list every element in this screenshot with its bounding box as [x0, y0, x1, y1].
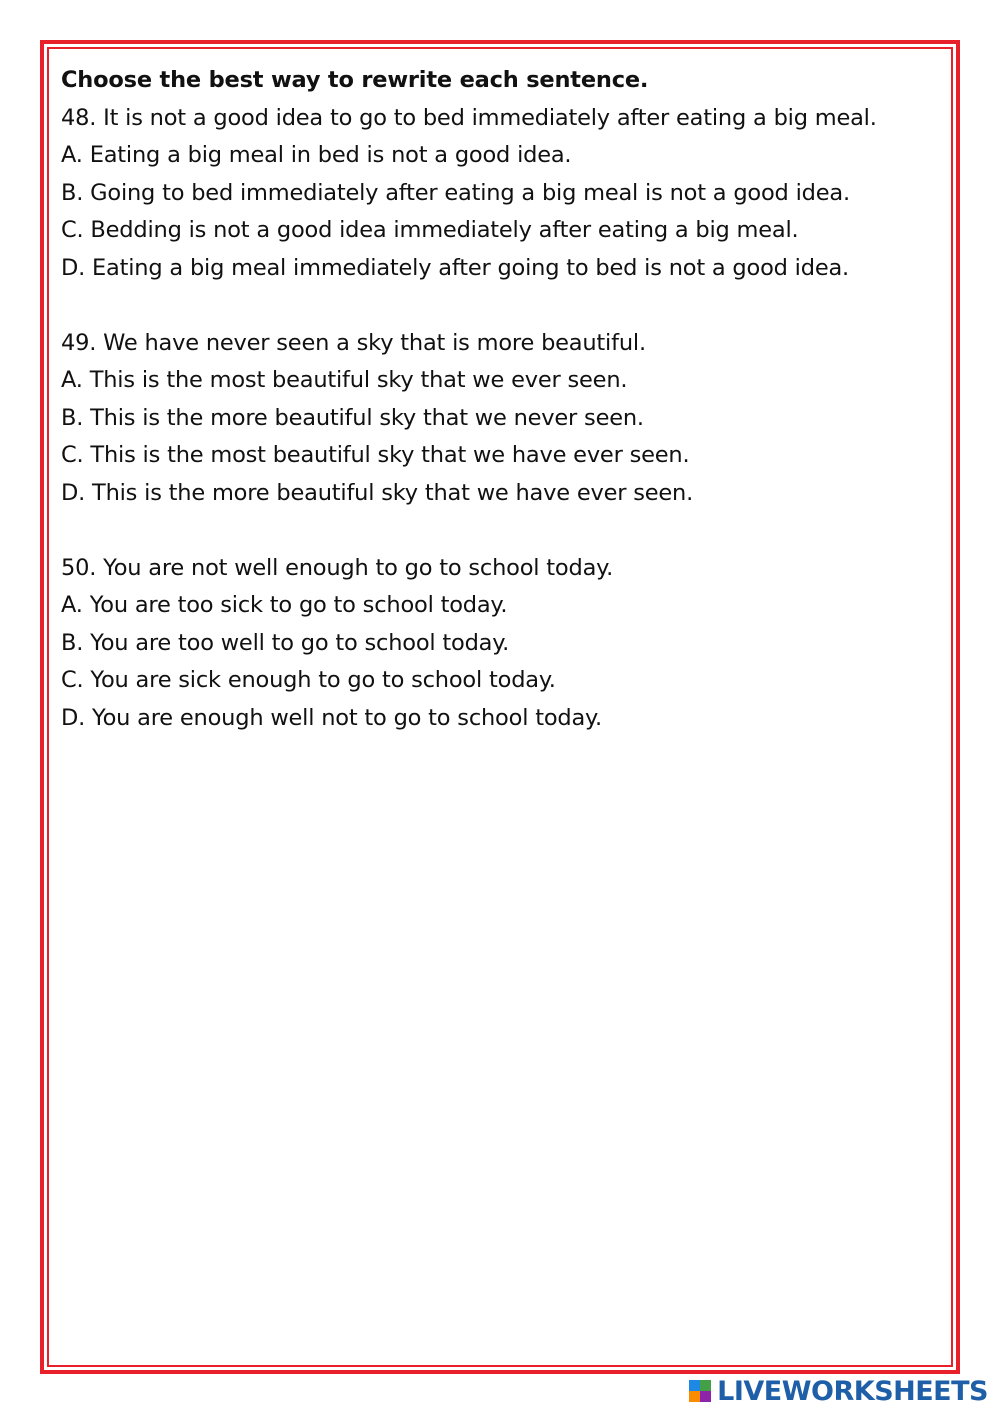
option-a: A. You are too sick to go to school today. — [61, 592, 508, 618]
liveworksheets-logo-icon — [689, 1380, 711, 1402]
question-48 — [61, 100, 941, 288]
option-c: C. You are sick enough to go to school today. — [61, 667, 556, 693]
question-stem: 50. You are not well enough to go to school today. — [61, 554, 614, 581]
logo-square-blue — [689, 1380, 700, 1391]
logo-square-orange — [689, 1391, 700, 1402]
option-b: B. This is the more beautiful sky that we never seen. — [61, 404, 644, 431]
worksheet-content — [61, 62, 941, 775]
option-c: C. Bedding is not a good idea immediately after eating a big meal. — [61, 217, 799, 243]
question-stem: 49. We have never seen a sky that is more beautiful. — [61, 329, 646, 356]
option-d: D. You are enough well not to go to school today. — [61, 704, 602, 731]
option-a: A. This is the most beautiful sky that we ever seen. — [61, 367, 628, 393]
option-c: C. This is the most beautiful sky that we have ever seen. — [61, 442, 690, 468]
option-d: D. Eating a big meal immediately after going to bed is not a good idea. — [61, 254, 849, 281]
brand-name: LIVEWORKSHEETS — [717, 1375, 988, 1407]
question-stem: 48. It is not a good idea to go to bed immediately after eating a big meal. — [61, 104, 877, 131]
question-50 — [61, 550, 941, 738]
option-b: B. Going to bed immediately after eating a big meal is not a good idea. — [61, 179, 850, 206]
liveworksheets-footer — [689, 1376, 988, 1406]
question-49 — [61, 325, 941, 513]
option-d: D. This is the more beautiful sky that we have ever seen. — [61, 479, 694, 506]
logo-square-green — [700, 1380, 711, 1391]
option-a: A. Eating a big meal in bed is not a good idea. — [61, 142, 572, 168]
instruction-heading: Choose the best way to rewrite each sentence. — [61, 67, 649, 93]
logo-square-purple — [700, 1391, 711, 1402]
option-b: B. You are too well to go to school today. — [61, 629, 510, 656]
